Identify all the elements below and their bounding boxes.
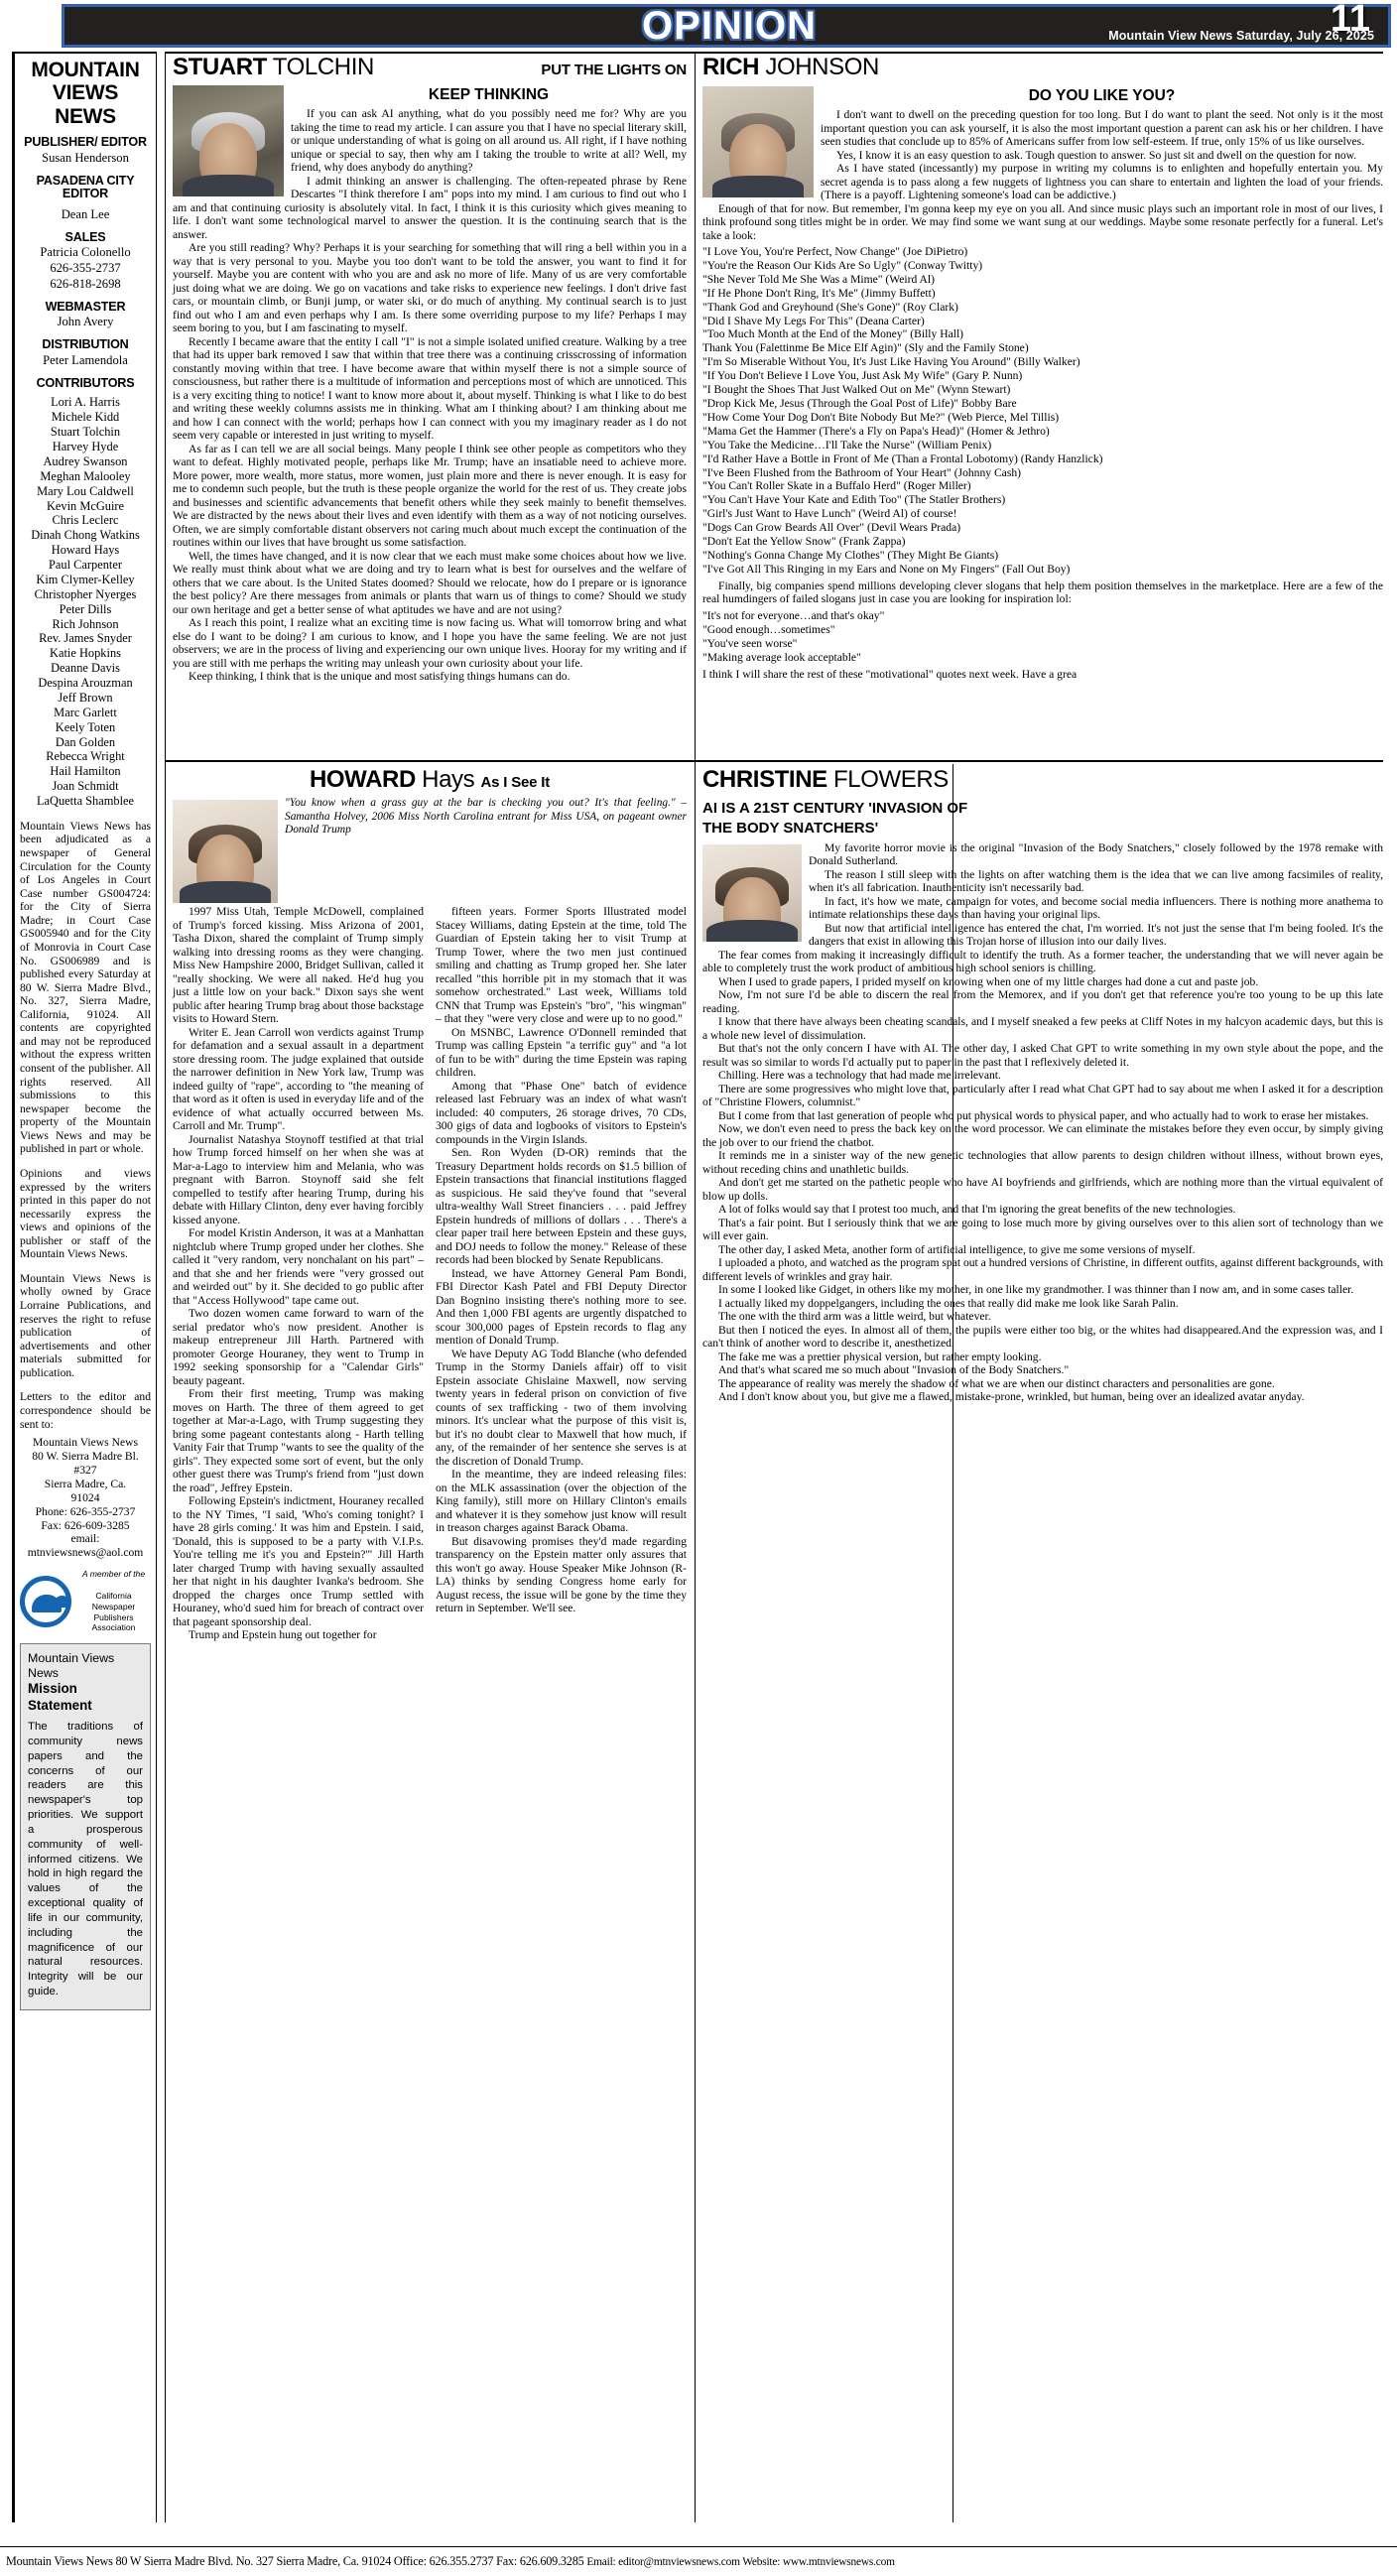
contributor-name: Meghan Malooley xyxy=(40,468,131,483)
article-paragraph: A lot of folks would say that I protest too much, and that I'm ignoring the great benefits of the new technologies. xyxy=(718,1203,1236,1217)
article-paragraph: And that's what scared me so much about "Invasion of the Body Snatchers." xyxy=(718,1363,1070,1377)
song-title: "You Take the Medicine…I'll Take the Nurse" (William Penix) xyxy=(702,438,992,451)
article-paragraph: And don't get me started on the pathetic people who have AI boyfriends and girlfriends, which are nothing more than the virtual equivalent of blow up dolls. xyxy=(702,1176,1383,1203)
flowers-headline-line2: THE BODY SNATCHERS' xyxy=(702,820,879,837)
sales-phone-2: 626-818-2698 xyxy=(50,277,121,292)
distribution-heading: DISTRIBUTION xyxy=(42,337,129,352)
song-title: "I'm So Miserable Without You, It's Just Like Having You Around" (Billy Walker) xyxy=(702,355,1080,369)
song-title: "Drop Kick Me, Jesus (Through the Goal Post of Life)" Bobby Bare xyxy=(702,397,1017,411)
contributor-name: Howard Hays xyxy=(51,543,120,558)
cnpa-line-3: Newspaper xyxy=(91,1601,136,1611)
flowers-byline xyxy=(702,768,1383,792)
article-paragraph: I admit thinking an answer is challenging. The often-repeated phrase by Rene Descartes "I think therefore I am" pops into my mind. I am curious to find out who I am and that continuing curiosity is absolutely vital. In fact, I think it is this curiosity which gives meaning to life. I don't want some technological marvel to answer the question. It is the continuing search that is the answer. xyxy=(173,174,687,241)
tolchin-headline: KEEP THINKING xyxy=(428,86,550,103)
contributor-name: Audrey Swanson xyxy=(43,453,128,468)
ownership-paragraph: Mountain Views News is wholly owned by Grace Lorraine Publications, and reserves the right to refuse publication of advertisements and other materials submitted for publication. xyxy=(20,1271,151,1379)
song-title: "You Can't Roller Skate in a Buffalo Herd" (Roger Miller) xyxy=(702,479,971,493)
contributor-name: Despina Arouzman xyxy=(38,676,133,691)
article-hays xyxy=(173,768,687,1642)
article-paragraph: I actually liked my doppelgangers, including the ones that really did make me look like Sarah Palin. xyxy=(718,1296,1179,1310)
contributors-list xyxy=(20,395,151,809)
article-paragraph: Two dozen women came forward to warn of the serial predator who's now president. Another is makeup entrepreneur Jill Harth. Partnered with promoter George Houraney, they went to Trump in 1992 seeking sponsorship for a "Calendar Girls" beauty pageant. xyxy=(173,1307,424,1387)
webmaster-name: John Avery xyxy=(57,315,114,329)
article-paragraph: But I come from that last generation of people who put physical words to physical paper, and who actually had to work to erase her mistakes. xyxy=(718,1108,1369,1122)
howard-hays-photo xyxy=(173,800,278,903)
article-paragraph: Are you still reading? Why? Perhaps it is your searching for something that will ring a bell within you in a way that is very personal to you. Maybe you too don't want to be told the answer, you want to find it for yourself. Maybe you are content with who you are and ask no more of life. Many of us are very comfortable just doing what we are doing. We go on vacations and take risks to experience new feelings. I don't drive fast cars, or mountain climb, or Bunji jump, or water ski, or do much of anything. My continual search is to just find out who I am and even perhaps why I am. Is there some overriding purpose to my life? Perhaps I may seem boring to you, but I am fascinating to myself. xyxy=(173,241,687,335)
song-title: "Girl's Just Want to Have Lunch" (Weird Al) of course! xyxy=(702,507,957,521)
article-paragraph: But that's not the only concern I have with AI. The other day, I asked Chat GPT to write something in my own style about the pope, and the result was so similar to words I'd actually put to paper in the past that I reflexively deleted it. xyxy=(702,1042,1383,1069)
letters-paragraph: Letters to the editor and correspondence should be sent to: xyxy=(20,1390,151,1431)
article-paragraph: As I reach this point, I realize what an exciting time is now facing us. What will tomorrow bring and what else do I want to be doing? I am curious to know, and I hope you have the same feeling. We are not just observers; we are in the process of living and experiencing our own unique lives. Hooray for my writing and if you are still with me perhaps the writing may unleash your own curiosity about your life. xyxy=(173,616,687,670)
article-paragraph: But disavowing promises they'd made regarding transparency on the Epstein matter only assures that this won't go away. House Speaker Mike Johnson (R-LA) thinks by sending Congress home early for August recess, the issue will be gone by the time they return in September. We'll see. xyxy=(436,1534,687,1614)
song-title: "How Come Your Dog Don't Bite Nobody But Me?" (Web Pierce, Mel Tillis) xyxy=(702,410,1060,424)
article-paragraph: In some I looked like Gidget, in others like my mother, in one like my grandmother. I was thinner than I now am, and in some cases taller. xyxy=(718,1283,1354,1297)
contributor-name: Jeff Brown xyxy=(58,690,113,705)
address-line: email: xyxy=(70,1532,100,1546)
contributor-name: Joan Schmidt xyxy=(52,779,119,794)
song-title: "Nothing's Gonna Change My Clothes" (They Might Be Giants) xyxy=(702,548,999,562)
song-title: "I've Got All This Ringing in my Ears and None on My Fingers" (Fall Out Boy) xyxy=(702,562,1071,576)
johnson-slogan-list xyxy=(702,609,1383,665)
contributor-name: Rev. James Snyder xyxy=(39,631,132,646)
contributor-name: Lori A. Harris xyxy=(51,395,120,410)
cnpa-line-4: Publishers xyxy=(93,1611,134,1622)
slogan-line: "You've seen worse" xyxy=(702,636,798,650)
mission-statement-box xyxy=(20,1643,151,2010)
article-paragraph: If you can ask AI anything, what do you possibly need me for? Why are you taking the time to read my article. I can assure you that I have no special literary skill, or unique understanding of what is going on all around us. All right, if I have nothing unique or special to say, then why am I taking the trouble to write at all? Well, my friend, why does anybody do anything? xyxy=(291,107,687,175)
article-paragraph: The fake me was a prettier physical version, but rather empty looking. xyxy=(718,1350,1042,1363)
article-paragraph: The appearance of reality was merely the shadow of what we are when our distinct characters and personalities are gone. xyxy=(718,1376,1275,1390)
flowers-byline-last: FLOWERS xyxy=(833,766,949,793)
mission-body: The traditions of community news papers and the concerns of our readers are this newspaper's top priorities. We support a prosperous community of well-informed citizens. We hold in high regard the values of the exceptional quality of life in our community, including the magnificence of our natural resources. Integrity will be our guide. xyxy=(28,1721,143,1998)
contributor-name: Paul Carpenter xyxy=(49,558,122,573)
article-paragraph: Journalist Natashya Stoynoff testified at that trial how Trump forced himself on her when she was at Mar-a-Lago to interview him and Melania, who was pregnant with Barron. Stoynoff said she felt compelled to testify after hearing Trump, during his debate with Hillary Clinton, deny ever having forcibly kissed anyone. xyxy=(173,1132,424,1226)
article-paragraph: The one with the third arm was a little weird, but whatever. xyxy=(718,1310,991,1324)
section-title: OPINION xyxy=(642,4,817,48)
column-divider-2 xyxy=(695,52,696,2522)
stuart-tolchin-photo xyxy=(173,85,284,196)
legal-paragraph: Mountain Views News has been adjudicated as a newspaper of General Circulation for the County of Los Angeles in Court Case number GS004724: for the City of Sierra Madre; in Court Case GS005940 and for the City of Monrovia in Court Case No. GS006989 and is published every Saturday at 80 W. Sierra Madre Blvd., No. 327, Sierra Madre, California, 91024. All contents are copyrighted and may not be reproduced without the express written consent of the publisher. All rights reserved. All submissions to this newspaper become the property of the Mountain Views News and may be published in part or whole. xyxy=(20,819,151,1156)
article-paragraph: That's a fair point. But I seriously think that we are going to lose much more by giving ourselves over to this alien sort of technology than we will ever gain. xyxy=(702,1216,1383,1243)
column-divider-1 xyxy=(165,52,166,2522)
page-banner xyxy=(0,0,1397,52)
tolchin-byline-first: STUART xyxy=(173,54,267,80)
hays-body-column-2 xyxy=(436,905,687,1642)
slogan-line: "It's not for everyone…and that's okay" xyxy=(702,608,885,622)
hays-byline xyxy=(173,768,687,792)
hays-byline-last: Hays xyxy=(422,766,475,793)
article-paragraph: Enough of that for now. But remember, I'm gonna keep my eye on you all. And since music plays such an important role in most of our lives, I think profound song titles might be in order. We may find some we want sung at our weddings. Maybe some resonate perfectly for a funeral. Let's take a look: xyxy=(702,201,1383,242)
opinion-banner xyxy=(62,0,1391,48)
flowers-headline-line1: AI IS A 21ST CENTURY 'INVASION OF xyxy=(702,800,968,817)
pasadena-editor-heading-2: EDITOR xyxy=(62,187,109,201)
johnson-body-bottom xyxy=(702,580,1383,606)
article-paragraph: Chilling. Here was a technology that had made me irrelevant. xyxy=(718,1069,1001,1083)
article-paragraph: We have Deputy AG Todd Blanche (who defended Trump in the Stormy Daniels affair) off to visit Epstein associate Ghislaine Maxwell, now serving twenty years in federal prison on conviction of five counts of sex trafficking - two of them involving minors. It's unclear what the purpose of this visit is, but it's no doubt clear to Maxwell that how much, if any, of the remainder of her sentence she serves is at the discretion of Donald Trump. xyxy=(436,1347,687,1468)
hays-byline-first: HOWARD xyxy=(309,766,416,793)
contributor-name: Keely Toten xyxy=(55,719,116,734)
tolchin-kicker: PUT THE LIGHTS ON xyxy=(541,62,687,78)
contributor-name: Harvey Hyde xyxy=(52,440,119,454)
article-paragraph: I don't want to dwell on the preceding question for too long. But I do want to plant the seed. Not only is it the most important question you can ask yourself, it is also the most important question a parent can ask his or her children. I have seen studies that conclude up to 85% of Americans suffer from low self-esteem. If true, only 15% of us like ourselves. xyxy=(821,108,1383,149)
flowers-body xyxy=(702,841,1383,1404)
distribution-name: Peter Lamendola xyxy=(43,352,128,367)
song-title: "Mama Get the Hammer (There's a Fly on Papa's Head)" (Homer & Jethro) xyxy=(702,424,1050,438)
article-paragraph: Instead, we have Attorney General Pam Bondi, FBI Director Kash Patel and FBI Deputy Director Dan Bognino insisting there's nothing more to see. And then 1,000 FBI agents are urgently dispatched to scour 300,000 pages of Epstein records to flag any mention of Donald Trump. xyxy=(436,1266,687,1347)
article-paragraph: As I have stated (incessantly) my purpose in writing my columns is to enlighten and hopefully entertain you. My secret agenda is to pass along a few nuggets of lightness you can share to entertain and lighten the load of your friends. (There is a payoff. Lightening someone's load can be addictive.) xyxy=(821,162,1383,202)
song-title: "If You Don't Believe I Love You, Just Ask My Wife" (Gary P. Nunn) xyxy=(702,369,1023,383)
johnson-byline-first: RICH xyxy=(702,54,760,80)
address-line: Sierra Madre, Ca. xyxy=(44,1477,127,1490)
article-paragraph: In fact, it's how we mate, campaign for votes, and become social media influencers. There is nothing more anathema to intimate relationships these days than having your original lips. xyxy=(809,894,1383,922)
article-paragraph: When I used to grade papers, I prided myself on knowing when one of my little charges had done a cut and paste job. xyxy=(718,974,1259,988)
publisher-name: Susan Henderson xyxy=(42,150,129,165)
address-line: Fax: 626-609-3285 xyxy=(41,1518,130,1532)
california-bear-logo-icon xyxy=(20,1576,71,1627)
cnpa-line-1: A member of the xyxy=(81,1569,146,1580)
johnson-closing: I think I will share the rest of these "motivational" quotes next week. Have a grea xyxy=(702,668,1078,682)
song-title: "If He Phone Don't Ring, It's Me" (Jimmy Buffett) xyxy=(702,286,936,300)
slogan-line: "Good enough…sometimes" xyxy=(702,622,835,636)
hays-body-column-1 xyxy=(173,905,424,1642)
song-title: "I Love You, You're Perfect, Now Change" (Joe DiPietro) xyxy=(702,245,968,259)
footer-address: Mountain Views News 80 W Sierra Madre Blvd. No. 327 Sierra Madre, Ca. 91024 Office: 626.355.2737 Fax: 626.609.3285 xyxy=(6,2554,584,2568)
contributor-name: Peter Dills xyxy=(59,601,112,616)
article-paragraph: The reason I still sleep with the lights on after watching them is the idea that we can live among facsimiles of reality, when it's all fabrication. Inauthenticity isn't necessarily bad. xyxy=(809,867,1383,895)
article-tolchin xyxy=(173,56,687,684)
masthead-title-line3: NEWS xyxy=(55,104,116,128)
address-line: 80 W. Sierra Madre Bl. xyxy=(32,1449,139,1463)
address-line: #327 xyxy=(73,1463,97,1477)
contributor-name: Mary Lou Caldwell xyxy=(37,483,134,498)
section-rule-mid xyxy=(165,760,1383,762)
article-paragraph: I know that there have always been cheating scandals, and I myself sneaked a few peeks at Cliff Notes in my halcyon academic days, but this is a whole new level of dissimulation. xyxy=(702,1015,1383,1042)
article-paragraph: It reminds me in a sinister way of the new genetic technologies that allow parents to design children without illness, without brown eyes, without receding chins and unathletic builds. xyxy=(702,1149,1383,1176)
publisher-heading: PUBLISHER/ EDITOR xyxy=(24,135,147,150)
contributor-name: Rich Johnson xyxy=(52,616,119,631)
address-line: Phone: 626-355-2737 xyxy=(35,1504,136,1518)
article-paragraph: From their first meeting, Trump was making moves on Harth. The three of them agreed to get together at Mar-a-Lago, with Trump suggesting they bring some pageant contestants along - Harth telling Vanity Fair that Trump "wants to see the quality of the girls". They expected some sort of event, but the only other guest there was Trump's friend from "just down the road", Jeffrey Epstein. xyxy=(173,1387,424,1494)
address-line: Mountain Views News xyxy=(32,1436,138,1450)
song-title: "She Never Told Me She Was a Mime" (Weird Al) xyxy=(702,272,936,286)
johnson-song-list xyxy=(702,245,1383,577)
song-title: "I've Been Flushed from the Bathroom of Your Heart" (Johnny Cash) xyxy=(702,465,1021,479)
article-paragraph: Trump and Epstein hung out together for xyxy=(189,1628,377,1641)
tolchin-byline xyxy=(173,56,687,79)
article-paragraph: My favorite horror movie is the original "Invasion of the Body Snatchers," closely followed by the 1978 remake with Donald Sutherland. xyxy=(809,840,1383,868)
page-body xyxy=(0,52,1397,2542)
song-title: "I Bought the Shoes That Just Walked Out on Me" (Wynn Stewart) xyxy=(702,383,1011,397)
hays-kicker: As I See It xyxy=(480,774,551,791)
article-paragraph: Now, we don't even need to press the back key on the word processor. We can eliminate the mistakes before they even occur, by simply giving the job over to our friend the chatbot. xyxy=(702,1122,1383,1149)
publication-date: Mountain View News Saturday, July 26, 2025 xyxy=(1108,29,1374,43)
sales-heading: SALES xyxy=(64,229,106,244)
article-paragraph: As far as I can tell we are all social beings. Many people I think see other people as competitors who they want to defeat. Highly motivated people, perhaps like Mr. Trump; have an insatiable need to achieve more. More power, more wealth, more status, more women, just plain more and there is never enough. It is easy for me to condemn such people, but the truth is these people organize the world for the rest of us. They create jobs and businesses and scientific advancements that benefit others while they seek mainly to benefit themselves. We are distracted by the news about their lives and even identify with them as a way of not noticing ourselves. Often, we are simply comfortable distant observers not caring much about much except the continuation of the routines within our lives that have brought us some satisfaction. xyxy=(173,442,687,550)
contributor-name: Marc Garlett xyxy=(54,705,117,719)
song-title: Thank You (Falettinme Be Mice Elf Agin)" (Sly and the Family Stone) xyxy=(702,341,1029,355)
contributor-name: Christopher Nyerges xyxy=(34,586,137,601)
mission-title-line2: Mission Statement xyxy=(28,1681,92,1713)
masthead-title-line2: VIEWS xyxy=(52,81,119,105)
article-paragraph: Now, I'm not sure I'd be able to discern the real from the Memorex, and if you don't get that reference you're too young to be up this late reading. xyxy=(702,988,1383,1015)
song-title: "You're the Reason Our Kids Are So Ugly" (Conway Twitty) xyxy=(702,258,983,272)
article-paragraph: There are some progressives who might love that, particularly after I read what Chat GPT had to say about me when I asked it for a description of "Christine Flowers, columnist." xyxy=(702,1082,1383,1109)
song-title: "Thank God and Greyhound (She's Gone)" (Roy Clark) xyxy=(702,300,958,314)
contributor-name: Michele Kidd xyxy=(51,410,120,425)
contributor-name: Chris Leclerc xyxy=(52,513,119,528)
contributor-name: Rebecca Wright xyxy=(46,749,125,764)
article-paragraph: For model Kristin Anderson, it was at a Manhattan nightclub where Trump groped under her clothes. She called it "very random, very nonchalant on his part" – and that she and her friends were "very grossed out and weirded out" by it. She decided to go public after that "Access Hollywood" tape came out. xyxy=(173,1226,424,1307)
article-paragraph: The fear comes from making it increasingly difficult to identify the truth. As a former teacher, the understanding that we will never again be able to completely trust the work product of ambitious high school seniors is chilling. xyxy=(702,948,1383,975)
song-title: "Did I Shave My Legs For This" (Deana Carter) xyxy=(702,314,925,327)
page-footer xyxy=(0,2546,1397,2574)
song-title: "You Can't Have Your Kate and Edith Too" (The Statler Brothers) xyxy=(702,493,1006,507)
page-number: 11 xyxy=(1330,0,1370,40)
contributors-heading: CONTRIBUTORS xyxy=(36,375,135,390)
article-paragraph: But now that artificial intelligence has entered the chat, I'm worried. It's not just the sense that I'm being fooled. It's the dangers that exist in allowing this Trojan horse of illusion into our daily lives. xyxy=(809,921,1383,949)
mission-title-line1: Mountain Views News xyxy=(28,1651,115,1681)
masthead-column xyxy=(12,52,157,2522)
article-paragraph: On MSNBC, Lawrence O'Donnell reminded that Trump was calling Epstein "a terrific guy" and "a lot of fun to be with" during the time Epstein was raping children. xyxy=(436,1025,687,1079)
pasadena-editor-heading-1: PASADENA CITY xyxy=(36,173,135,188)
article-paragraph: Among that "Phase One" batch of evidence released last February was an index of what wasn't included: 40 computers, 26 storage drives, 70 CDs, 300 gigs of data and logbooks of visitors to Epstein's compounds in the Virgin Islands. xyxy=(436,1079,687,1146)
hays-pullquote: "You know when a grass guy at the bar is checking you out? It's that feeling." – Samantha Holvey, 2006 Miss North Carolina entrant for Miss USA, on pageant owner Donald Trump xyxy=(285,797,687,837)
article-paragraph: Keep thinking, I think that is the unique and most satisfying things humans can do. xyxy=(189,670,571,684)
article-paragraph: Sen. Ron Wyden (D-OR) reminds that the Treasury Department holds records on $1.5 billion of Epstein transactions that financial institutions flagged as suspicious. He said they've found that "several ultra-wealthy Wall Street financiers . . . paid Jeffrey Epstein hundreds of millions of dollars . . . There's a clear paper trail here between Epstein and these guys, and DOJ needs to follow the money." Release of these records had been blocked by Senate Republicans. xyxy=(436,1146,687,1266)
cnpa-line-2: California xyxy=(95,1590,132,1601)
opinions-paragraph: Opinions and views expressed by the writers printed in this paper do not necessarily express the views and opinions of the publisher or staff of the Mountain Views News. xyxy=(20,1166,151,1261)
masthead-title-line1: MOUNTAIN xyxy=(31,59,140,81)
article-paragraph: Yes, I know it is an easy question to ask. Tough question to answer. So just sit and dwell on the question for now. xyxy=(836,148,1357,162)
article-paragraph: Finally, big companies spend millions developing clever slogans that help them position themselves in the marketplace. Here are a few of the real humdingers of failed slogans just in case you are looking for inspiration lol: xyxy=(702,579,1383,606)
article-paragraph: Recently I became aware that the entity I call "I" is not a simple isolated unified creature. Walking by a tree that had its upper bark removed I saw that within that tree there was a continuing crisscrossing of information constantly moving within that tree. I have become aware that within myself there is not a simple source of consciousness, but rather there is a multitude of information and perceptions most of which are unnoticed. This is a very exciting thing to notice! I want to know more about it, about myself. Thinking is what I like to do best and writing these weekly columns assists me in thinking. What am I thinking about? I am thinking about me and how I can connect with the world; perhaps how I can connect with you my imaginary reader as I do not seem very capable or interested in just writing to myself. xyxy=(173,334,687,443)
article-paragraph: 1997 Miss Utah, Temple McDowell, complained of Trump's forced kissing. Miss Arizona of 2001, Tasha Dixon, shared the complaint of Trump simply walking into dressing rooms as they were changing. Miss New Hampshire 2000, Bridget Sullivan, called it "really shocking. We were all naked. He'd hug you just a little low on your back." Dixon says she went public after hearing Trump brag about those backstage visits to Howard Stern. xyxy=(173,905,424,1025)
contributor-name: Kevin McGuire xyxy=(46,498,125,513)
article-paragraph: I uploaded a photo, and watched as the program spat out a hundred versions of Christine, in different outfits, against different backgrounds, with different levels of wrinkles and gray hair. xyxy=(702,1256,1383,1283)
johnson-headline: DO YOU LIKE YOU? xyxy=(1028,87,1176,104)
slogan-line: "Making average look acceptable" xyxy=(702,650,861,664)
johnson-byline xyxy=(702,56,1383,79)
article-paragraph: Following Epstein's indictment, Houraney recalled to the NY Times, "I said, 'Who's coming tonight? I have 28 girls coming.' It was him and Epstein. I said, 'Donald, this is supposed to be a party with V.I.P.s. You're telling me it's you and Epstein?'" Jill Harth later charged Trump with having sexually assaulted her that night in his daughter Ivanka's bedroom. She dropped the charges once Trump settled with Houraney, who'd sued him for breach of contract over that pageant sponsorship deal. xyxy=(173,1494,424,1628)
flowers-byline-first: CHRISTINE xyxy=(702,766,827,793)
contributor-name: Dan Golden xyxy=(55,734,116,749)
article-flowers xyxy=(702,768,1383,1404)
sales-name: Patricia Colonello xyxy=(40,245,131,260)
contributor-name: Kim Clymer-Kelley xyxy=(36,572,135,586)
article-paragraph: fifteen years. Former Sports Illustrated model Stacey Williams, dating Epstein at the time, told The Guardian of Epstein taking her to visit Trump at Trump Tower, where the two men just continued smiling and chatting as Trump groped her. She later recalled "this horrible pit in my stomach that it was somehow orchestrated." Last week, Williams told CNN that Trump was Epstein's "bro", "his wingman" – that they "were very close and were up to no good." xyxy=(436,905,687,1025)
song-title: "Too Much Month at the End of the Money" (Billy Hall) xyxy=(702,327,964,341)
song-title: "Don't Eat the Yellow Snow" (Frank Zappa) xyxy=(702,535,906,549)
footer-contact: Email: editor@mtnviewsnews.com Website: www.mtnviewsnews.com xyxy=(586,2556,895,2568)
article-paragraph: And I don't know about you, but give me a flawed, mistake-prone, wrinkled, but human, being over an idealized avatar anyday. xyxy=(718,1390,1305,1404)
cnpa-membership xyxy=(20,1569,151,1633)
sales-phone-1: 626-355-2737 xyxy=(50,261,121,276)
article-johnson xyxy=(702,56,1383,682)
cnpa-line-5: Association xyxy=(91,1622,136,1633)
office-address xyxy=(20,1436,151,1560)
contributor-name: Stuart Tolchin xyxy=(50,425,121,440)
christine-flowers-photo xyxy=(702,844,802,942)
contributor-name: Dinah Chong Watkins xyxy=(31,528,140,543)
article-paragraph: But then I noticed the eyes. In almost all of them, the pupils were either too big, or the whites had disappeared.And the expression was, and I can't think of another word to describe it, anesthetized. xyxy=(702,1323,1383,1351)
contributor-name: Katie Hopkins xyxy=(50,646,121,661)
rich-johnson-photo xyxy=(702,86,814,197)
contributor-name: Deanne Davis xyxy=(51,661,120,676)
address-line: 91024 xyxy=(70,1490,100,1504)
tolchin-byline-last: TOLCHIN xyxy=(272,54,374,80)
webmaster-heading: WEBMASTER xyxy=(45,299,126,314)
article-paragraph: In the meantime, they are indeed releasing files: on the MLK assassination (over the objection of the King family), still more on Hillary Clinton's emails and whatever it is they somehow just know will result in treason charges against Barack Obama. xyxy=(436,1468,687,1534)
article-paragraph: Writer E. Jean Carroll won verdicts against Trump for defamation and a sexual assault in a department store dressing room. The judge explained that outside the narrower definition in New York law, Trump was indeed guilty of "rape", according to "the meaning of that word as it often is used in everyday life and of the evidence of what actually occurred between Ms. Carroll and Mr. Trump". xyxy=(173,1025,424,1132)
johnson-byline-last: JOHNSON xyxy=(765,54,879,80)
pasadena-editor-name: Dean Lee xyxy=(61,206,110,221)
article-paragraph: The other day, I asked Meta, another form of artificial intelligence, to give me some versions of myself. xyxy=(718,1242,1196,1256)
address-line: mtnviewsnews@aol.com xyxy=(27,1546,144,1560)
song-title: "I'd Rather Have a Bottle in Front of Me (Than a Frontal Lobotomy) (Randy Hanzlick) xyxy=(702,451,1103,465)
article-paragraph: Well, the times have changed, and it is now clear that we each must make some choices about how we live. We really must think about what we are doing and try to learn what is best for ourselves and the welfare of others that we care about. Is the United States doomed? Should we relocate, how do I prepare or is ignorance the best policy? Are there messages from animals or plants that warn us of things to come? Should we study our own heritage and get a better sense of what aptitudes we have and are not using? xyxy=(173,549,687,616)
cnpa-text xyxy=(76,1569,151,1633)
song-title: "Dogs Can Grow Beards All Over" (Devil Wears Prada) xyxy=(702,521,961,535)
contributor-name: Hail Hamilton xyxy=(50,764,121,779)
contributor-name: LaQuetta Shamblee xyxy=(36,794,135,809)
